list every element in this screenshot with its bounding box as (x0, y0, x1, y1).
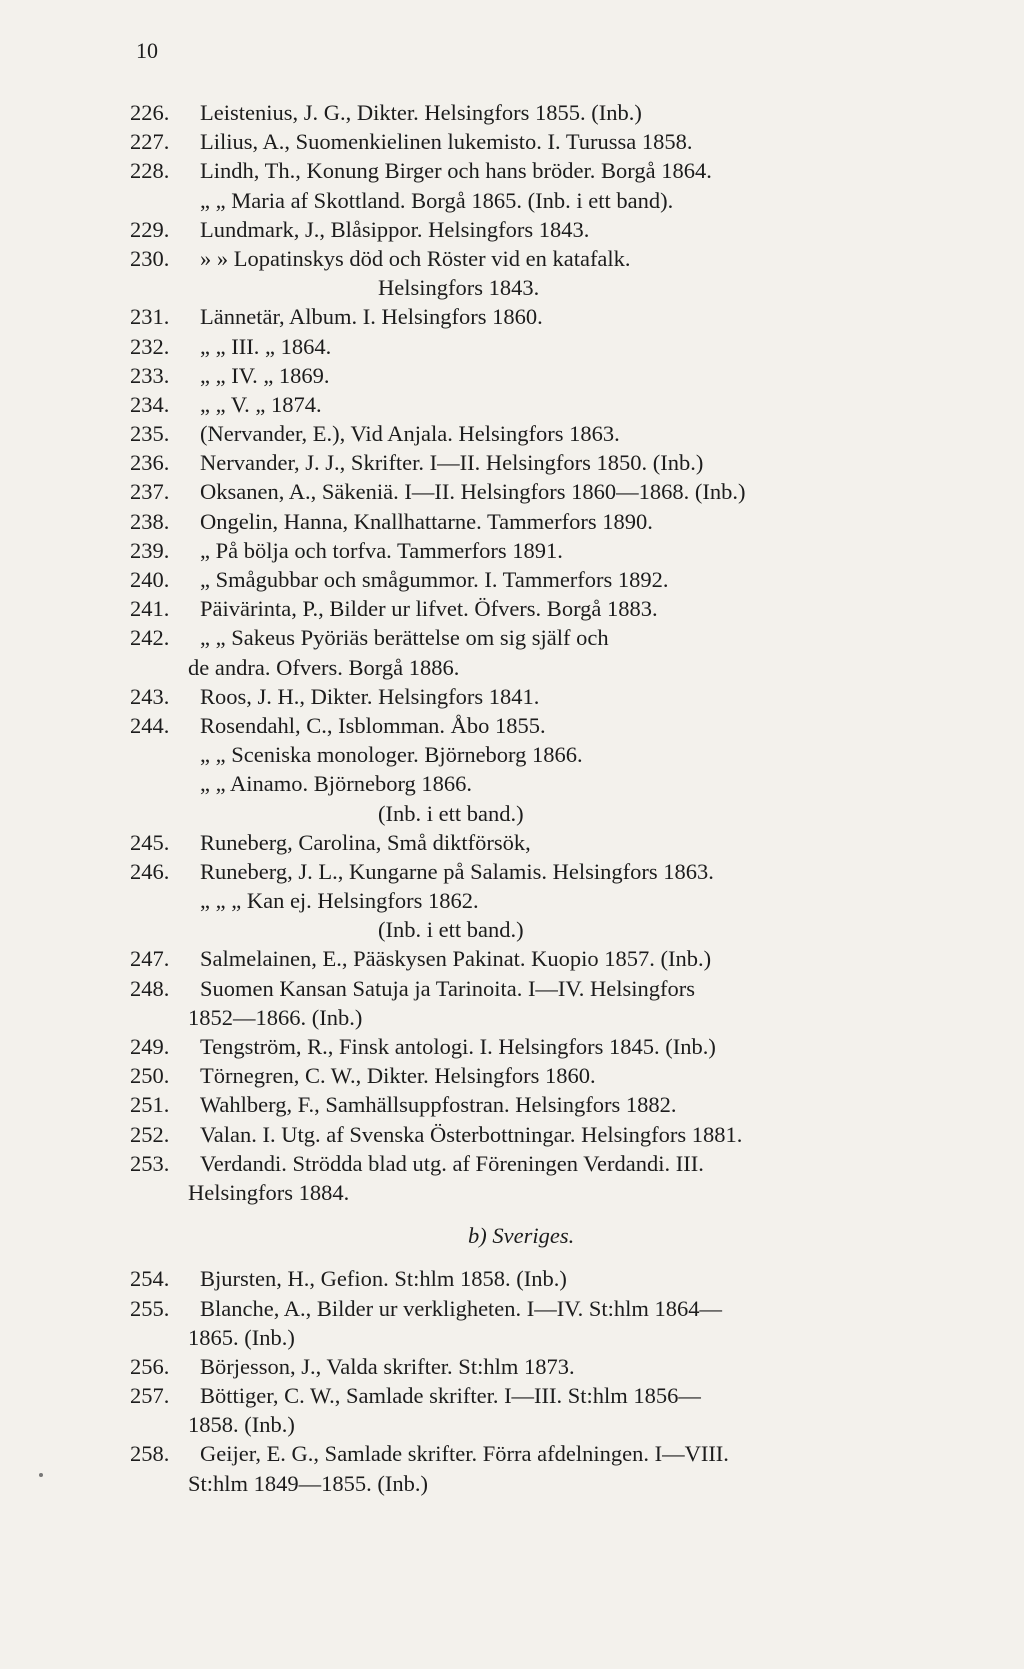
entry-text: Ongelin, Hanna, Knallhattarne. Tammerfors 1890. (200, 508, 653, 534)
catalog-entry (130, 448, 942, 477)
entry-text: Geijer, E. G., Samlade skrifter. Förra afdelningen. I—VIII. (200, 1441, 729, 1467)
catalog-entry (130, 127, 942, 156)
catalog-entry (130, 244, 942, 273)
catalog-entry (130, 1410, 942, 1439)
catalog-entry (130, 974, 942, 1003)
entry-text: „ „ V. „ 1874. (200, 391, 322, 417)
catalog-entry (130, 1178, 942, 1207)
entry-number: 249. (130, 1034, 170, 1059)
entry-text: Oksanen, A., Säkeniä. I—II. Helsingfors 1860—1868. (Inb.) (200, 479, 746, 505)
entry-number: 236. (130, 450, 170, 476)
entry-text: Runeberg, Carolina, Små diktförsök, (200, 829, 531, 855)
entry-number: 254. (130, 1266, 170, 1292)
entry-number: 239. (130, 537, 170, 563)
entry-text: „ „ Sceniska monologer. Björneborg 1866. (200, 742, 583, 768)
entry-number: 230. (130, 245, 170, 271)
entry-number: 252. (130, 1121, 170, 1147)
entry-text: Rosendahl, C., Isblomman. Åbo 1855. (200, 712, 546, 738)
entry-text: Leistenius, J. G., Dikter. Helsingfors 1855. (Inb.) (200, 100, 642, 125)
section-heading (130, 1221, 942, 1250)
entry-number: 226. (130, 100, 170, 125)
entry-number: 240. (130, 567, 170, 592)
catalog-entry (130, 1032, 942, 1061)
catalog-entry (130, 711, 942, 740)
speck (39, 1473, 43, 1477)
catalog-entry (130, 915, 942, 944)
entry-text: Helsingfors 1843. (378, 275, 540, 301)
catalog-entry (130, 1061, 942, 1090)
entry-number: 237. (130, 479, 170, 505)
entry-text: Lännetär, Album. I. Helsingfors 1860. (200, 304, 543, 330)
catalog-entry (130, 1120, 942, 1149)
entry-text: Salmelainen, E., Pääskysen Pakinat. Kuopio 1857. (Inb.) (200, 946, 712, 972)
entry-number: 257. (130, 1383, 170, 1409)
entry-text: Lindh, Th., Konung Birger och hans bröder. Borgå 1864. (200, 158, 712, 184)
catalog-entry (130, 1439, 942, 1468)
entry-text: „ Smågubbar och smågummor. I. Tammerfors 1892. (200, 567, 669, 592)
entry-text: Roos, J. H., Dikter. Helsingfors 1841. (200, 683, 540, 709)
entry-number: 250. (130, 1063, 170, 1089)
catalog-entry (130, 1149, 942, 1178)
entry-text: 1858. (Inb.) (188, 1412, 295, 1438)
entry-number: 248. (130, 975, 170, 1001)
entry-number: 235. (130, 421, 170, 447)
catalog-entry (130, 1323, 942, 1352)
catalog-entry (130, 1469, 942, 1498)
entry-text: Böttiger, C. W., Samlade skrifter. I—III. St:hlm 1856— (200, 1383, 701, 1409)
entry-number: 231. (130, 304, 170, 330)
catalog-entry (130, 886, 942, 915)
entry-number: 238. (130, 508, 170, 534)
entry-text: (Inb. i ett band.) (378, 800, 524, 826)
entry-number: 234. (130, 391, 170, 417)
entry-text: Börjesson, J., Valda skrifter. St:hlm 1873. (200, 1353, 575, 1379)
catalog-entry (130, 857, 942, 886)
entry-number: 245. (130, 829, 170, 855)
catalog-entry (130, 1090, 942, 1119)
page-number: 10 (136, 38, 158, 63)
catalog-entry (130, 944, 942, 973)
catalog-entry (130, 682, 942, 711)
catalog-entry (130, 623, 942, 652)
entry-number: 227. (130, 129, 170, 155)
entry-text: Bjursten, H., Gefion. St:hlm 1858. (Inb.) (200, 1266, 567, 1292)
catalog-entry (130, 477, 942, 506)
catalog-entry (130, 1352, 942, 1381)
entry-text: Verdandi. Strödda blad utg. af Föreningen Verdandi. III. (200, 1150, 704, 1176)
entry-text: Blanche, A., Bilder ur verkligheten. I—IV. St:hlm 1864— (200, 1295, 723, 1321)
catalog-entry (130, 332, 942, 361)
catalog-entry (130, 799, 942, 828)
entry-number: 243. (130, 683, 170, 709)
entry-text: „ „ „ Kan ej. Helsingfors 1862. (200, 888, 479, 914)
entry-text: Lundmark, J., Blåsippor. Helsingfors 1843. (200, 216, 590, 242)
entry-number: 242. (130, 625, 170, 651)
catalog-list (130, 98, 942, 1498)
entry-text: Suomen Kansan Satuja ja Tarinoita. I—IV. Helsingfors (200, 975, 696, 1001)
entry-text: „ „ IV. „ 1869. (200, 362, 330, 388)
catalog-entry (130, 1294, 942, 1323)
entry-text: „ På bölja och torfva. Tammerfors 1891. (200, 537, 563, 563)
catalog-entry (130, 828, 942, 857)
entry-text: „ „ Sakeus Pyöriäs berättelse om sig själf och (200, 625, 609, 651)
catalog-entry (130, 507, 942, 536)
catalog-entry (130, 1264, 942, 1293)
catalog-entry (130, 215, 942, 244)
catalog-entry (130, 653, 942, 682)
entry-number: 241. (130, 596, 170, 622)
entry-number: 247. (130, 946, 170, 972)
catalog-entry (130, 769, 942, 798)
entry-number: 244. (130, 712, 170, 738)
entry-number: 258. (130, 1441, 170, 1467)
entry-text: (Nervander, E.), Vid Anjala. Helsingfors 1863. (200, 421, 620, 447)
entry-number: 255. (130, 1295, 170, 1321)
entry-text: St:hlm 1849—1855. (Inb.) (188, 1470, 428, 1496)
entry-number: 246. (130, 858, 170, 884)
catalog-entry (130, 740, 942, 769)
entry-number: 228. (130, 158, 170, 184)
entry-text: „ „ Ainamo. Björneborg 1866. (200, 771, 473, 797)
entry-text: Törnegren, C. W., Dikter. Helsingfors 1860. (200, 1063, 596, 1089)
entry-text: „ „ III. „ 1864. (200, 333, 332, 359)
entry-text: Nervander, J. J., Skrifter. I—II. Helsingfors 1850. (Inb.) (200, 450, 704, 476)
catalog-entry (130, 156, 942, 185)
entry-text: Päivärinta, P., Bilder ur lifvet. Öfvers. Borgå 1883. (200, 596, 658, 622)
catalog-entry (130, 419, 942, 448)
entry-number: 253. (130, 1150, 170, 1176)
catalog-entry (130, 186, 942, 215)
entry-text: 1852—1866. (Inb.) (188, 1004, 363, 1030)
section-title: b) Sveriges. (468, 1223, 575, 1249)
catalog-entry (130, 390, 942, 419)
entry-text: (Inb. i ett band.) (378, 917, 524, 943)
catalog-entry (130, 536, 942, 565)
entry-text: Runeberg, J. L., Kungarne på Salamis. Helsingfors 1863. (200, 858, 714, 884)
entry-text: » » Lopatinskys död och Röster vid en katafalk. (200, 245, 631, 271)
catalog-entry (130, 273, 942, 302)
catalog-entry (130, 1003, 942, 1032)
entry-text: de andra. Ofvers. Borgå 1886. (188, 654, 460, 680)
entry-number: 256. (130, 1353, 170, 1379)
catalog-entry (130, 302, 942, 331)
entry-text: Wahlberg, F., Samhällsuppfostran. Helsingfors 1882. (200, 1092, 677, 1118)
entry-text: 1865. (Inb.) (188, 1324, 295, 1350)
entry-text: Valan. I. Utg. af Svenska Österbottningar. Helsingfors 1881. (200, 1121, 743, 1147)
catalog-entry (130, 594, 942, 623)
catalog-entry (130, 1381, 942, 1410)
catalog-entry (130, 361, 942, 390)
entry-text: Lilius, A., Suomenkielinen lukemisto. I. Turussa 1858. (200, 129, 693, 155)
entry-number: 232. (130, 333, 170, 359)
catalog-entry (130, 98, 942, 127)
catalog-entry (130, 565, 942, 594)
entry-number: 251. (130, 1092, 170, 1118)
entry-number: 229. (130, 216, 170, 242)
entry-text: „ „ Maria af Skottland. Borgå 1865. (Inb. i ett band). (200, 187, 674, 213)
entry-text: Helsingfors 1884. (188, 1179, 350, 1205)
entry-text: Tengström, R., Finsk antologi. I. Helsingfors 1845. (Inb.) (200, 1034, 716, 1059)
entry-number: 233. (130, 362, 170, 388)
